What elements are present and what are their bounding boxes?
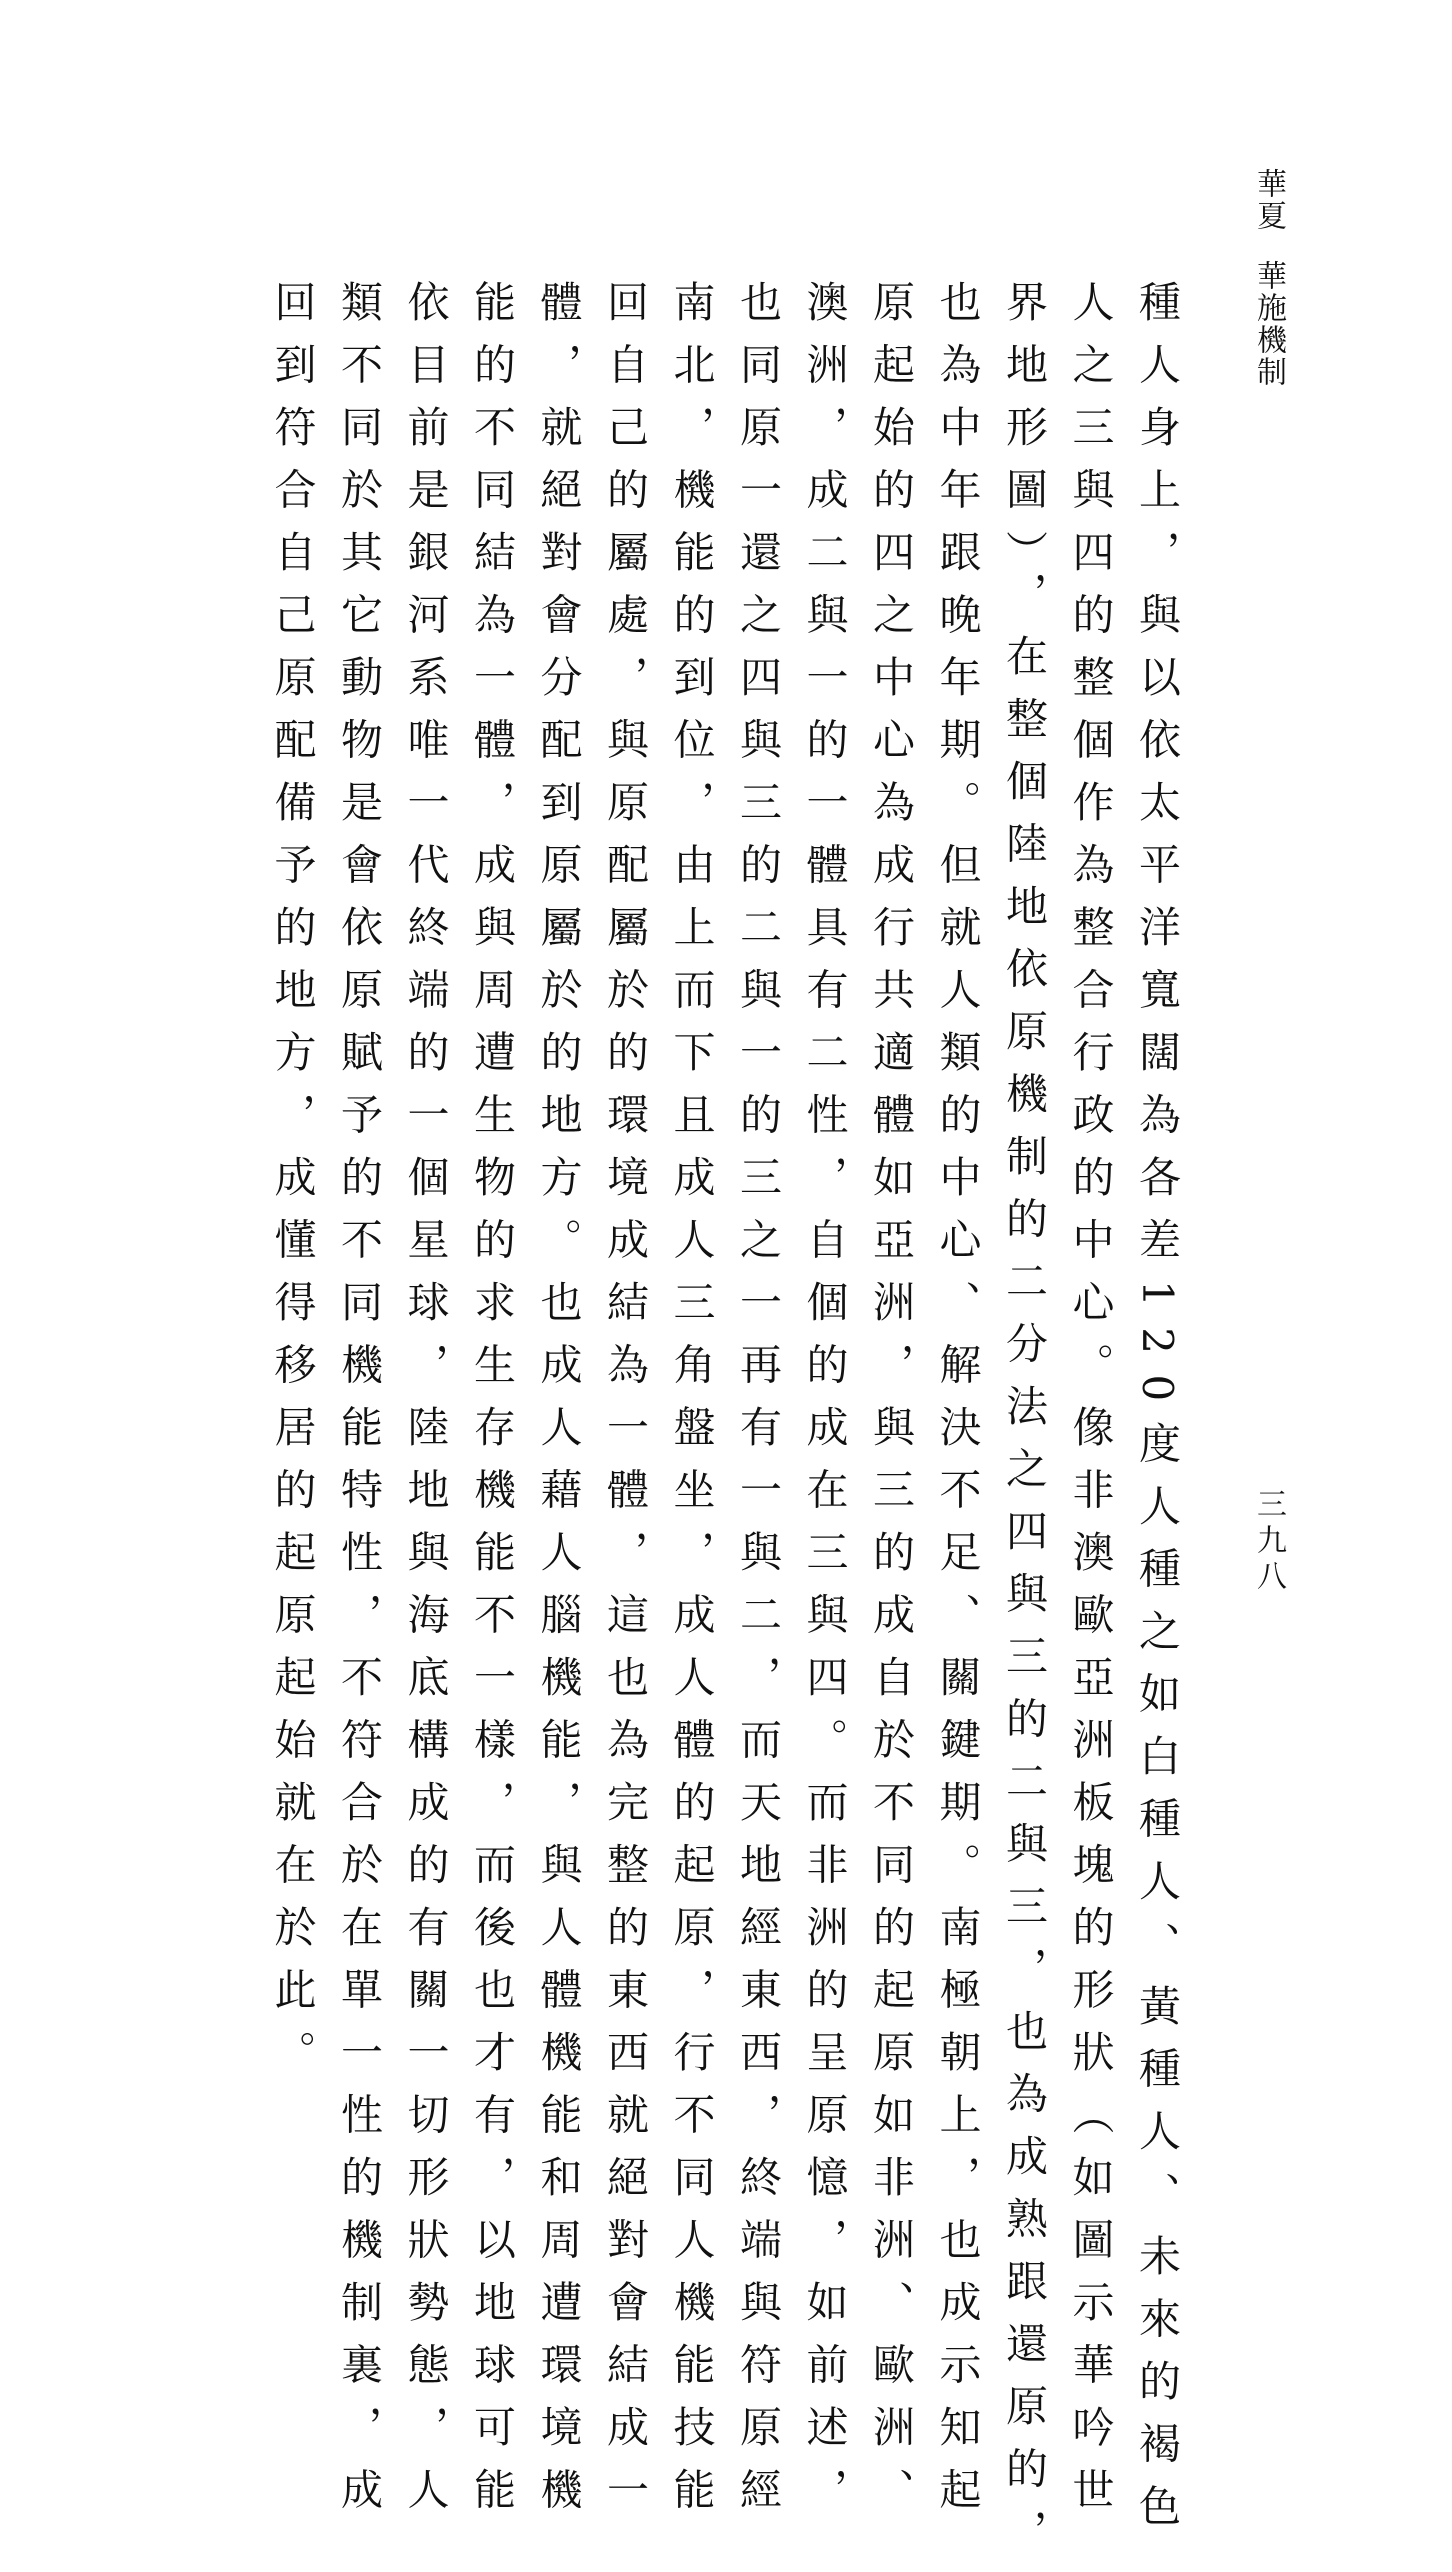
book-title: 華夏 — [1251, 168, 1286, 232]
text-column-11: 能的不同結為一體，成與周遭生物的求生存機能不一樣，而後也才有，以地球可能 — [468, 280, 517, 2530]
text-column-4: 也為中年跟晚年期。但就人類的中心、解決不足、關鍵期。南極朝上，也成示知起 — [933, 280, 983, 2530]
text-column-1: 種人身上，與以依太平洋寬闊為各差120度人種之如白種人、黃種人、未來的褐色 — [1133, 280, 1182, 2547]
text-column-9: 回自己的屬處，與原配屬於的環境成結為一體，這也為完整的東西就絕對會結成一 — [601, 280, 650, 2530]
text-column-12: 依目前是銀河系唯一代終端的一個星球，陸地與海底構成的有關一切形狀勢態，人 — [401, 280, 451, 2530]
text-column-6: 澳洲，成二與一的一體具有二性，自個的成在三與四。而非洲的呈原憶，如前述， — [800, 280, 850, 2530]
text-column-13: 類不同於其它動物是會依原賦予的不同機能特性，不符合於在單一性的機制裏，成 — [335, 280, 384, 2530]
text-column-14: 回到符合自己原配備予的地方，成懂得移居的起原起始就在於此。 — [268, 280, 318, 2093]
text-column-8: 南北，機能的到位，由上而下且成人三角盤坐，成人體的起原，行不同人機能技能 — [667, 280, 717, 2530]
text-column-2: 人之三與四的整個作為整合行政的中心。像非澳歐亞洲板塊的形狀（如圖示華吟世 — [1066, 280, 1116, 2530]
text-column-7: 也同原一還之四與三的二與一的三之一再有一與二，而天地經東西，終端與符原經 — [734, 280, 783, 2530]
running-head — [1238, 168, 1298, 428]
text-column-10: 體，就絕對會分配到原屬於的地方。也成人藉人腦機能，與人體機能和周遭環境機 — [534, 280, 584, 2530]
text-column-3: 界地形圖），在整個陸地依原機制的二分法之四與三的二與三，也為成熟跟還原的， — [1000, 280, 1049, 2572]
page-number: 三九八 — [1251, 1488, 1286, 1596]
text-column-5: 原起始的四之中心為成行共適體如亞洲，與三的成自於不同的起原如非洲、歐洲、 — [867, 280, 916, 2530]
body-text — [259, 280, 1190, 2572]
chapter-title: 華施機制 — [1251, 260, 1286, 388]
